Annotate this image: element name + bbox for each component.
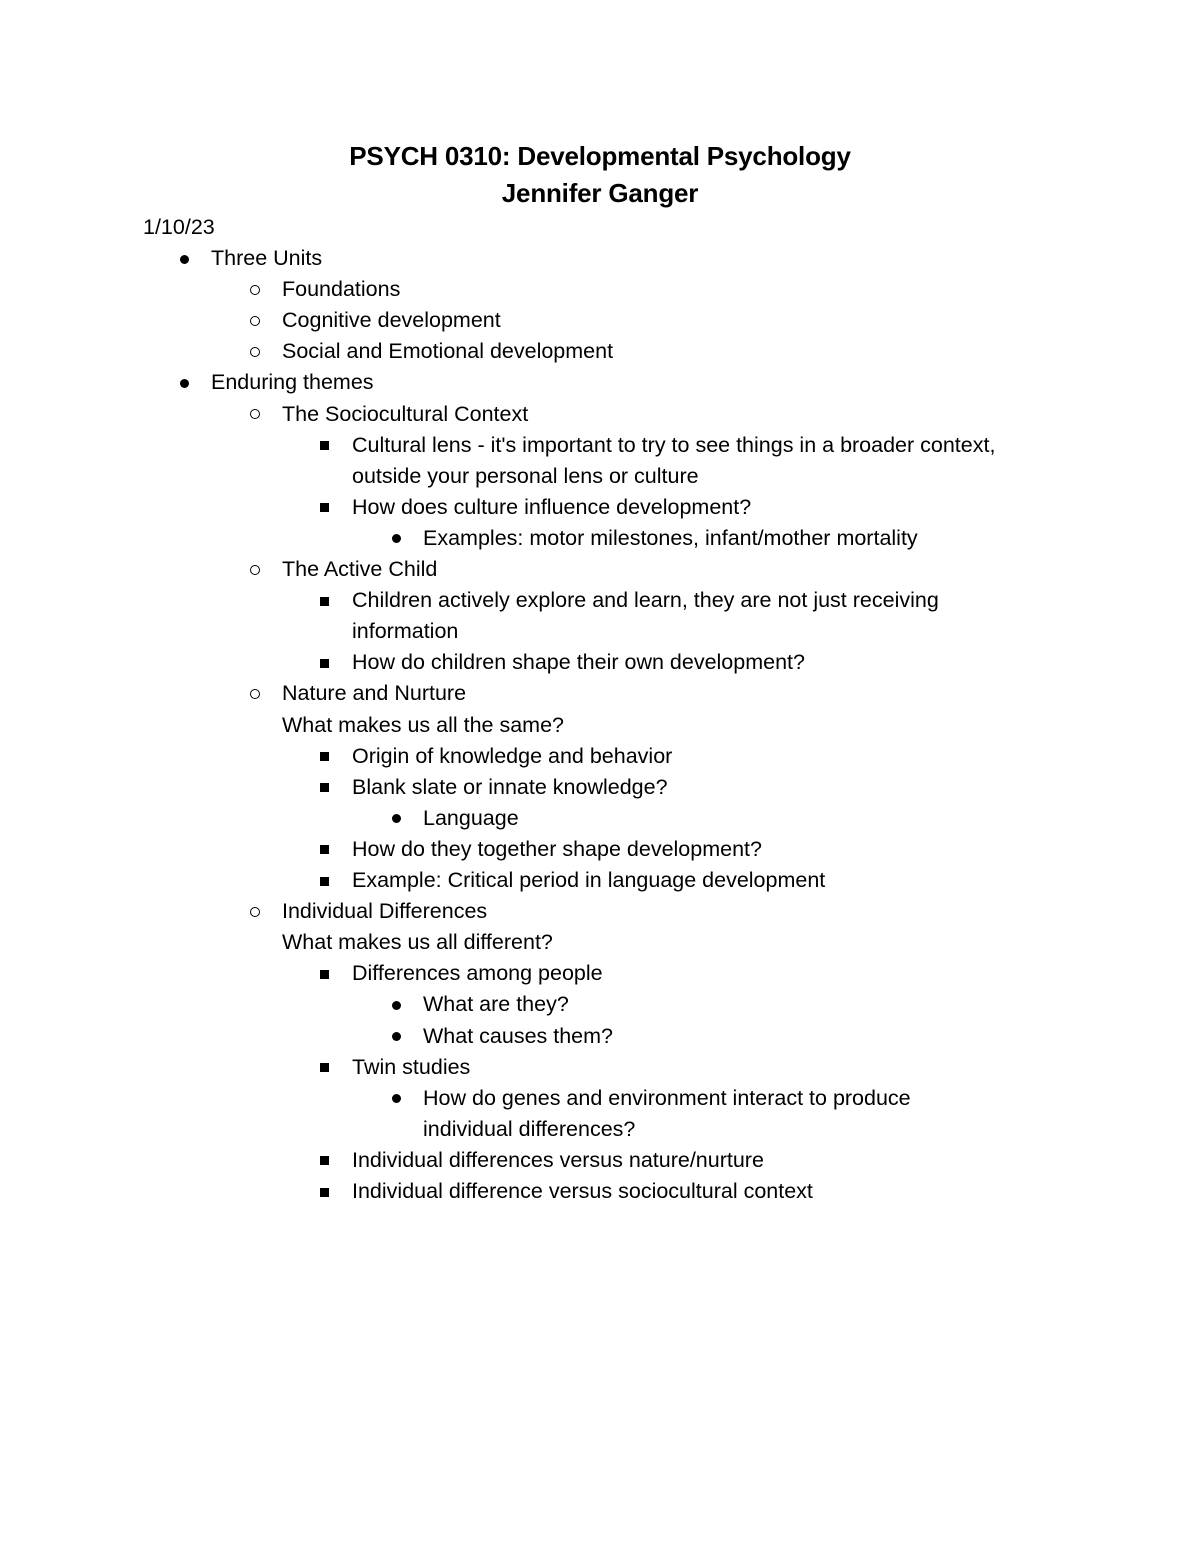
note-line: Twin studies bbox=[352, 1054, 471, 1079]
circle-bullet-icon bbox=[250, 316, 260, 326]
note-line: What causes them? bbox=[423, 1023, 614, 1048]
square-bullet-icon bbox=[320, 659, 329, 668]
note-line: The Sociocultural Context bbox=[282, 401, 529, 426]
note-line: Cognitive development bbox=[282, 308, 501, 333]
note-line: outside your personal lens or culture bbox=[352, 463, 699, 488]
date-label: 1/10/23 bbox=[143, 215, 215, 239]
disc-bullet-icon bbox=[392, 534, 401, 543]
circle-bullet-icon bbox=[250, 907, 260, 917]
disc-bullet-icon bbox=[180, 255, 189, 264]
note-line: Language bbox=[423, 805, 519, 830]
note-line: individual differences? bbox=[423, 1116, 636, 1141]
circle-bullet-icon bbox=[250, 565, 260, 575]
disc-bullet-icon bbox=[392, 1001, 401, 1010]
square-bullet-icon bbox=[320, 845, 329, 854]
square-bullet-icon bbox=[320, 877, 329, 886]
square-bullet-icon bbox=[320, 441, 329, 450]
note-line: Children actively explore and learn, they are not just receiving bbox=[352, 588, 939, 613]
note-line: information bbox=[352, 619, 459, 644]
square-bullet-icon bbox=[320, 1063, 329, 1072]
note-line: Differences among people bbox=[352, 961, 603, 986]
note-line: What makes us all the same? bbox=[282, 712, 565, 737]
note-line: The Active Child bbox=[282, 557, 438, 581]
square-bullet-icon bbox=[320, 503, 329, 512]
author-name: Jennifer Ganger bbox=[501, 178, 699, 208]
disc-bullet-icon bbox=[392, 814, 401, 823]
note-line: What makes us all different? bbox=[282, 930, 553, 955]
circle-bullet-icon bbox=[250, 347, 260, 357]
note-line: Individual difference versus sociocultural context bbox=[352, 1179, 813, 1203]
square-bullet-icon bbox=[320, 597, 329, 606]
disc-bullet-icon bbox=[180, 379, 189, 388]
page-title: PSYCH 0310: Developmental Psychology bbox=[349, 141, 851, 171]
square-bullet-icon bbox=[320, 1188, 329, 1197]
note-line: How do they together shape development? bbox=[352, 836, 762, 861]
note-line: How do children shape their own development? bbox=[352, 650, 805, 675]
note-line: Nature and Nurture bbox=[282, 681, 467, 706]
disc-bullet-icon bbox=[392, 1032, 401, 1041]
square-bullet-icon bbox=[320, 970, 329, 979]
note-line: How does culture influence development? bbox=[352, 494, 752, 519]
circle-bullet-icon bbox=[250, 689, 260, 699]
note-line: Example: Critical period in language development bbox=[352, 868, 826, 892]
square-bullet-icon bbox=[320, 1156, 329, 1165]
square-bullet-icon bbox=[320, 783, 329, 792]
note-line: Enduring themes bbox=[211, 370, 374, 395]
note-line: Origin of knowledge and behavior bbox=[352, 743, 673, 768]
note-line: Examples: motor milestones, infant/mother mortality bbox=[423, 525, 918, 550]
note-line: What are they? bbox=[423, 992, 569, 1017]
note-line: Cultural lens - it's important to try to see things in a broader context, bbox=[352, 432, 996, 457]
note-line: Blank slate or innate knowledge? bbox=[352, 774, 668, 799]
square-bullet-icon bbox=[320, 752, 329, 761]
note-line: Three Units bbox=[211, 246, 323, 270]
note-line: Individual differences versus nature/nurture bbox=[352, 1147, 764, 1172]
disc-bullet-icon bbox=[392, 1094, 401, 1103]
circle-bullet-icon bbox=[250, 285, 260, 295]
note-line: Foundations bbox=[282, 277, 401, 302]
note-line: How do genes and environment interact to produce bbox=[423, 1085, 911, 1110]
note-line: Individual Differences bbox=[282, 899, 488, 924]
circle-bullet-icon bbox=[250, 409, 260, 419]
note-line: Social and Emotional development bbox=[282, 339, 614, 364]
